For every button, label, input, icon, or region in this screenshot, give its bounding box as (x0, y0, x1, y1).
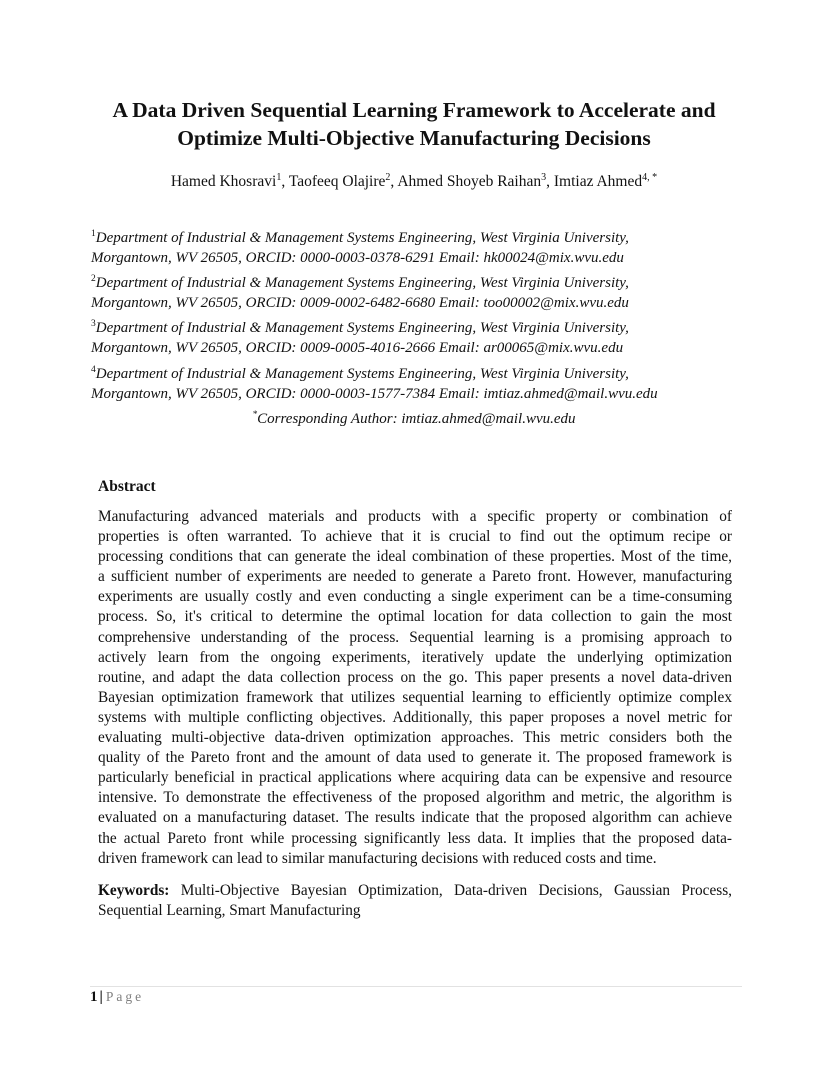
author-list (60, 172, 768, 192)
affiliation-1 (91, 229, 751, 268)
keywords-line (98, 881, 732, 901)
abstract-line: process. So, it's critical to determine the optimal location for data collection to gain the most (98, 608, 732, 626)
author-separator: , (390, 173, 398, 190)
affiliation-text: Department of Industrial & Management Systems Engineering, West Virginia University, (95, 230, 629, 246)
abstract-line: quality of the Pareto front and the amount of data used to generate it. The proposed framework is (98, 749, 732, 767)
affiliation-3 (91, 319, 751, 358)
affiliation-line: Morgantown, WV 26505, ORCID: 0000-0003-0378-6291 Email: hk00024@mix.wvu.edu (91, 249, 624, 266)
corresponding-mark: * (252, 410, 258, 420)
affiliation-text: Department of Industrial & Management Systems Engineering, West Virginia University, (95, 320, 629, 336)
page-footer (90, 989, 144, 1006)
abstract-line: evaluating multi-objective data-driven optimization approaches. This metric considers both the (98, 729, 732, 747)
abstract-line: routine, and adapt the data collection process on the go. This paper presents a novel data-driven (98, 668, 732, 686)
affiliation-text: Department of Industrial & Management Systems Engineering, West Virginia University, (95, 275, 629, 291)
abstract-line: intensive. To demonstrate the effectiveness of the proposed algorithm and metric, the algorithm is (98, 789, 732, 807)
author-affiliation-mark: 2 (385, 171, 391, 183)
author-affiliation-mark: 1 (276, 171, 282, 183)
keywords-section (98, 881, 732, 921)
abstract-line: comprehensive understanding of the process. Sequential learning is a promising approach to (98, 628, 732, 646)
paper-title (80, 96, 748, 152)
author-separator: , (281, 173, 289, 190)
affiliation-mark: 2 (91, 274, 96, 284)
abstract-line: particularly beneficial in practical applications where acquiring data can be expensive and resource (98, 769, 732, 787)
author-affiliation-mark: 3 (541, 171, 547, 183)
abstract-line: systems with multiple conflicting objectives. Additionally, this paper proposes a novel metric for (98, 708, 732, 726)
keywords-text: Multi-Objective Bayesian Optimization, Data-driven Decisions, Gaussian Process, (180, 882, 732, 899)
abstract-line: experiments are usually costly and even conducting a single experiment can be a time-consuming (98, 588, 732, 606)
abstract-line: actively learn from the ongoing experiments, iteratively update the underlying optimization (98, 648, 732, 666)
author-affiliation-mark: 4, * (642, 171, 658, 183)
author-name: Hamed Khosravi (170, 173, 277, 190)
abstract-line: driven framework can lead to similar manufacturing decisions with reduced costs and time. (98, 849, 657, 867)
author-name: Taofeeq Olajire (288, 173, 386, 190)
page-number: 1 (90, 989, 98, 1005)
page-label: Page (105, 989, 145, 1004)
keywords-label: Keywords: (98, 882, 170, 899)
affiliation-text: Department of Industrial & Management Systems Engineering, West Virginia University, (95, 366, 629, 382)
abstract-line: processing conditions that can generate the ideal combination of these properties. Most of the time, (98, 548, 732, 566)
affiliation-line (91, 365, 751, 385)
keywords-line: Sequential Learning, Smart Manufacturing (98, 902, 361, 920)
affiliation-line: Morgantown, WV 26505, ORCID: 0009-0002-6482-6680 Email: too00002@mix.wvu.edu (91, 294, 629, 311)
author-separator: , (546, 173, 554, 190)
affiliation-mark: 1 (91, 229, 96, 239)
title-line: A Data Driven Sequential Learning Framework to Accelerate and (112, 98, 716, 122)
affiliation-mark: 3 (91, 319, 96, 329)
title-line: Optimize Multi-Objective Manufacturing Decisions (177, 126, 651, 150)
affiliation-4 (91, 365, 751, 404)
abstract-line: a sufficient number of experiments are needed to generate a Pareto front. However, manufacturing (98, 568, 732, 586)
abstract-line: Manufacturing advanced materials and products with a specific property or combination of (98, 508, 732, 525)
abstract-line: Bayesian optimization framework that utilizes sequential learning to efficiently optimize complex (98, 688, 732, 706)
abstract-line: the actual Pareto front while processing significantly less data. It implies that the proposed data- (98, 829, 732, 847)
abstract-line: properties is often warranted. To achieve that it is crucial to find out the optimum recipe or (98, 528, 732, 546)
affiliation-line: Morgantown, WV 26505, ORCID: 0009-0005-4016-2666 Email: ar00065@mix.wvu.edu (91, 339, 624, 356)
page-separator: | (99, 989, 103, 1005)
affiliation-line (91, 319, 751, 339)
affiliation-line: Morgantown, WV 26505, ORCID: 0000-0003-1577-7384 Email: imtiaz.ahmed@mail.wvu.edu (91, 385, 658, 402)
author-name: Imtiaz Ahmed (553, 173, 643, 190)
footer-divider (90, 986, 742, 987)
abstract-body (98, 507, 732, 869)
affiliation-line (91, 229, 751, 249)
abstract-line: evaluated on a manufacturing dataset. The results indicate that the proposed algorithm can achieve (98, 809, 732, 827)
affiliation-mark: 4 (91, 365, 96, 375)
corresponding-author (80, 410, 748, 429)
author-name: Ahmed Shoyeb Raihan (397, 173, 542, 190)
abstract-heading: Abstract (98, 478, 156, 495)
affiliation-2 (91, 274, 751, 313)
corresponding-text: Corresponding Author: imtiaz.ahmed@mail.wvu.edu (257, 411, 576, 427)
affiliation-line (91, 274, 751, 294)
